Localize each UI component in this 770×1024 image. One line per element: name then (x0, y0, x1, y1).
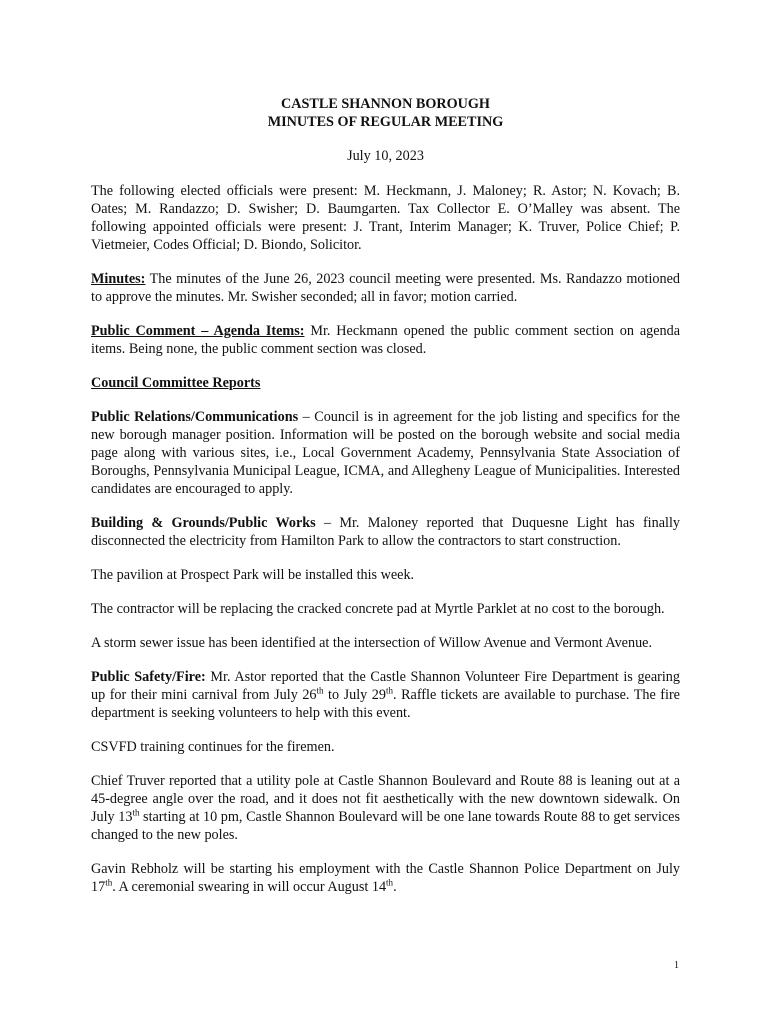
superscript: th (386, 877, 394, 888)
chief-text-b: starting at 10 pm, Castle Shannon Boulevard will be one lane towards Route 88 to get services changed to the new poles. (91, 809, 680, 843)
superscript: th (385, 685, 393, 696)
minutes-label: Minutes: (91, 271, 146, 287)
csvfd-paragraph: CSVFD training continues for the firemen. (91, 739, 335, 755)
public-safety-text-c: . Raffle tickets are available to purchase. The fire department is seeking volunteers to help with this event. (91, 687, 680, 721)
buildings-grounds-paragraph (91, 514, 680, 550)
contractor-paragraph: The contractor will be replacing the cracked concrete pad at Myrtle Parklet at no cost to the borough. (91, 601, 665, 617)
rebholz-text-a: Gavin Rebholz will be starting his employment with the Castle Shannon Police Department on July 17 (91, 861, 680, 895)
superscript: th (316, 685, 324, 696)
rebholz-text-b: . A ceremonial swearing in will occur August 14 (112, 879, 387, 895)
public-comment-label: Public Comment – Agenda Items: (91, 323, 305, 339)
superscript: th (132, 807, 140, 818)
attendance-paragraph: The following elected officials were present: M. Heckmann, J. Maloney; R. Astor; N. Kovach; B. Oates; M. Randazzo; D. Swisher; D. Baumgarten. Tax Collector E. O’Malley was absent. The following appointed officials were present: J. Trant, Interim Manager; K. Truver, Police Chief; P. Vietmeier, Codes Official; D. Biondo, Solicitor. (91, 183, 680, 253)
public-relations-label: Public Relations/Communications (91, 409, 299, 425)
public-comment-text: Mr. Heckmann opened the public comment section on agenda items. Being none, the public comment section was closed. (91, 323, 680, 357)
chief-text-a: Chief Truver reported that a utility pole at Castle Shannon Boulevard and Route 88 is leaning out at a 45-degree angle over the road, and it does not fit aesthetically with the new downtown sidewalk. On July 13 (91, 773, 680, 825)
chief-report-paragraph (91, 772, 680, 844)
document-title-line1: CASTLE SHANNON BOROUGH (281, 96, 490, 112)
buildings-grounds-text: – Mr. Maloney reported that Duquesne Light has finally disconnected the electricity from Hamilton Park to allow the contractors to start construction. (91, 515, 680, 549)
minutes-paragraph (91, 270, 680, 306)
storm-sewer-paragraph: A storm sewer issue has been identified at the intersection of Willow Avenue and Vermont Avenue. (91, 635, 653, 651)
public-relations-text: – Council is in agreement for the job listing and specifics for the new borough manager position. Information will be posted on the borough website and social media page along with various sites, i.e., Local Government Academy, Pennsylvania State Association of Boroughs, Pennsylvania Municipal League, ICMA, and Allegheny League of Municipalities. Interested candidates are encouraged to apply. (91, 409, 680, 497)
public-safety-text-b: to July 29 (323, 687, 386, 703)
public-comment-paragraph (91, 322, 680, 358)
public-relations-paragraph (91, 408, 680, 498)
buildings-grounds-label: Building & Grounds/Public Works (91, 515, 316, 531)
document-body (91, 95, 680, 912)
page-number: 1 (674, 960, 679, 971)
document-title-line2: MINUTES OF REGULAR MEETING (267, 114, 504, 130)
public-safety-paragraph (91, 668, 680, 722)
rebholz-paragraph (91, 860, 680, 896)
rebholz-text-c: . (393, 879, 397, 895)
meeting-date: July 10, 2023 (347, 148, 424, 164)
minutes-text: The minutes of the June 26, 2023 council meeting were presented. Ms. Randazzo motioned to approve the minutes. Mr. Swisher seconded; all in favor; motion carried. (91, 271, 680, 305)
superscript: th (105, 877, 113, 888)
public-safety-text-a: Mr. Astor reported that the Castle Shannon Volunteer Fire Department is gearing up for their mini carnival from July 26 (91, 669, 680, 703)
committee-reports-heading (91, 374, 680, 392)
public-safety-label: Public Safety/Fire: (91, 669, 206, 685)
committee-reports-label: Council Committee Reports (91, 375, 261, 391)
pavilion-paragraph: The pavilion at Prospect Park will be installed this week. (91, 567, 415, 583)
